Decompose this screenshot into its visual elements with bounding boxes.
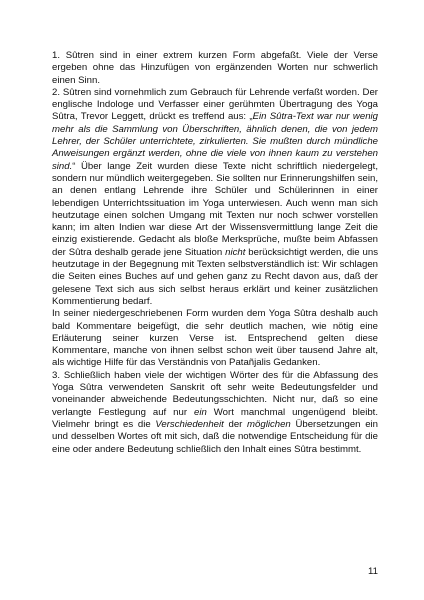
paragraph-4 — [52, 370, 378, 456]
paragraph-2-run-1: 2. Sûtren sind vornehmlich zum Gebrauch für Lehrende verfaßt worden. Der englische Indologe und Verfasser einer gerühmten Übertragung des Yoga Sûtra, Trevor Leggett, drückt es treffend aus: „ — [52, 86, 378, 123]
paragraph-4-emphasis-ein: ein — [194, 406, 207, 418]
paragraph-1 — [52, 50, 378, 87]
paragraph-2-run-2: “ Über lange Zeit wurden diese Texte nicht schriftlich niedergelegt, sondern nur mündlich weitergegeben. Sie sollten nur Erinnerungshilfen sein, an denen entlang Lehrende ihre Schüler und Schülerinnen in einer lebendigen Unterrichtssituation im Yoga unterwiesen. Auch wenn man sich heutzutage einen solchen Umgang mit Texten nur noch schwer vorstellen kann; im alten Indien war diese Art der Wissensvermittlung lange Zeit die einzig existierende. Gedacht als bloße Merksprüche, mußte beim Abfassen der Sûtra deshalb gerade jene Situation — [52, 160, 378, 258]
paragraph-4-emphasis-verschiedenheit: Verschiedenheit — [155, 418, 224, 430]
paragraph-4-run-1: 3. Schließlich haben viele der wichtigen Wörter des für die Abfassung des Yoga Sûtra verwendeten Sanskrit oft sehr weite Bedeutungsfelder und voneinander abweichende Bedeutungsschichten. Nicht nur, daß so eine verlangte Festlegung auf nur — [52, 369, 378, 418]
paragraph-3-text: In seiner niedergeschriebenen Form wurden dem Yoga Sûtra deshalb auch bald Kommentare beigefügt, die sehr deutlich machen, wie nötig eine Erläuterung seiner kurzen Verse ist. Entsprechend gelten diese Kommentare, manche von ihnen selbst schon weit über tausend Jahre alt, als wichtige Hilfe für das Verständnis von Patañjalis Gedanken. — [52, 308, 378, 369]
paragraph-3 — [52, 308, 378, 369]
paragraph-2-emphasis-nicht: nicht — [225, 246, 246, 258]
paragraph-4-emphasis-moeglichen: möglichen — [247, 418, 291, 430]
paragraph-2-quote: Ein Sûtra-Text war nur wenig mehr als die Sammlung von Überschriften, ähnlich denen, die von jedem Lehrer, der Schüler unterrichtete, zirkulierten. Sie mußten durch mündliche Anweisungen ergänzt werden, ohne die viele von ihnen kaum zu verstehen sind. — [52, 111, 378, 172]
page-number: 11 — [368, 566, 378, 577]
paragraph-2 — [52, 87, 378, 308]
page-body — [52, 50, 378, 456]
paragraph-4-run-2: Wort manchmal ungenügend bleibt. Vielmehr bringt es die — [52, 406, 378, 430]
paragraph-4-run-3: der — [223, 418, 248, 430]
paragraph-4-run-4: Übersetzungen ein und desselben Wortes oft mit sich, daß die notwendige Entscheidung für die eine oder andere Bedeutung schließlich den Inhalt eines Sûtra bestimmt. — [52, 418, 378, 455]
paragraph-1-text: 1. Sûtren sind in einer extrem kurzen Form abgefaßt. Viele der Verse ergeben ohne das Hinzufügen von ergänzenden Worten nur schwerlich einen Sinn. — [52, 50, 378, 86]
paragraph-2-run-3: berücksichtigt werden, die uns heutzutage in der Begegnung mit Texten selbstverständlich ist: Wir schlagen die Seiten eines Buches auf und gehen ganz zu Recht davon aus, daß der gelesene Text sich aus sich selbst heraus erklärt und keiner zusätzlichen Kommentierung bedarf. — [52, 246, 378, 307]
